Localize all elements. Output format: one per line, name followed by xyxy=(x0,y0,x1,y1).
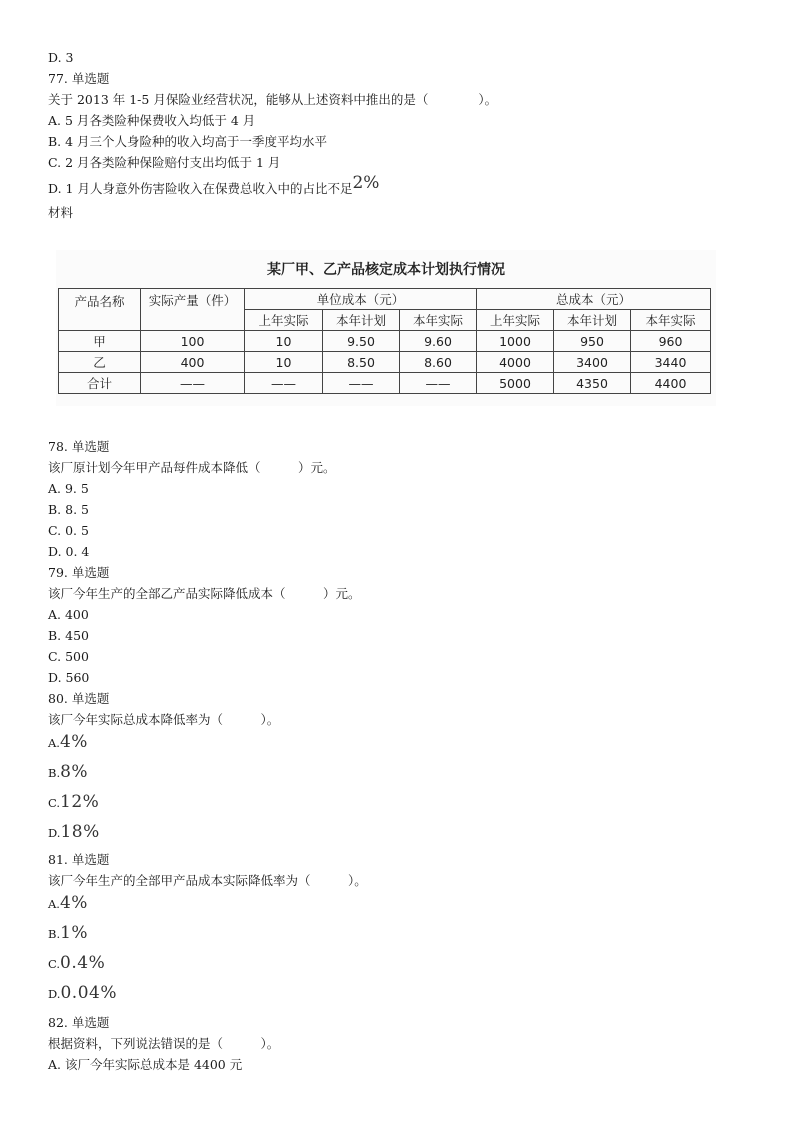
option-label: B. xyxy=(48,766,61,780)
table-cell: 5000 xyxy=(477,373,554,394)
table-cell: 3440 xyxy=(631,352,711,373)
option-value: 4% xyxy=(59,893,88,913)
q79-option-a: A. 400 xyxy=(48,607,89,622)
table-cell: 4000 xyxy=(477,352,554,373)
option-value: 12% xyxy=(60,792,100,812)
q81-option-d xyxy=(48,983,117,1003)
q79-header: 79. 单选题 xyxy=(48,565,110,580)
table-cell: —— xyxy=(141,373,245,394)
header-actual-output: 实际产量（件） xyxy=(141,289,245,331)
q81-header: 81. 单选题 xyxy=(48,852,110,867)
option-value: 18% xyxy=(60,822,100,842)
table-cell: 960 xyxy=(631,331,711,352)
cost-table xyxy=(58,288,711,394)
table-cell: 合计 xyxy=(59,373,141,394)
q77-option-d xyxy=(48,173,380,197)
q77-option-b: B. 4 月三个人身险种的收入均高于一季度平均水平 xyxy=(48,134,328,149)
q77-header: 77. 单选题 xyxy=(48,71,110,86)
table-cell: 乙 xyxy=(59,352,141,373)
subheader-cell: 本年计划 xyxy=(323,310,400,331)
table-cell: —— xyxy=(245,373,323,394)
option-label: B. xyxy=(48,927,61,941)
table-cell: —— xyxy=(323,373,400,394)
q81-option-c xyxy=(48,953,105,973)
q80-option-b xyxy=(48,762,88,782)
subheader-cell: 本年实际 xyxy=(400,310,477,331)
table-cell: 10 xyxy=(245,331,323,352)
subheader-cell: 本年计划 xyxy=(554,310,631,331)
q79-option-c: C. 500 xyxy=(48,649,89,664)
table-cell: 9.60 xyxy=(400,331,477,352)
q77-option-c: C. 2 月各类险种保险赔付支出均低于 1 月 xyxy=(48,155,281,170)
q80-option-d xyxy=(48,822,100,842)
option-value: 4% xyxy=(59,732,88,752)
q79-option-d: D. 560 xyxy=(48,670,90,685)
q80-header: 80. 单选题 xyxy=(48,691,110,706)
table-title: 某厂甲、乙产品核定成本计划执行情况 xyxy=(267,262,505,278)
q78-option-b: B. 8. 5 xyxy=(48,502,89,517)
q77-option-d-text: D. 1 月人身意外伤害险收入在保费总收入中的占比不足 xyxy=(48,181,353,196)
option-value: 0.4% xyxy=(60,953,106,973)
q82-header: 82. 单选题 xyxy=(48,1015,110,1030)
option-label: C. xyxy=(48,957,61,971)
q77-option-a: A. 5 月各类险种保费收入均低于 4 月 xyxy=(48,113,256,128)
table-cell: 9.50 xyxy=(323,331,400,352)
q78-header: 78. 单选题 xyxy=(48,439,110,454)
q78-option-d: D. 0. 4 xyxy=(48,544,90,559)
table-row xyxy=(59,352,711,373)
q81-option-b xyxy=(48,923,88,943)
option-value: 0.04% xyxy=(60,983,117,1003)
material-label: 材料 xyxy=(48,205,74,220)
q82-stem: 根据资料，下列说法错误的是（ ）。 xyxy=(48,1036,280,1051)
table-cell: —— xyxy=(400,373,477,394)
option-label: D. xyxy=(48,826,61,840)
subheader-cell: 上年实际 xyxy=(477,310,554,331)
option-value: 1% xyxy=(60,923,89,943)
q82-option-a: A. 该厂今年实际总成本是 4400 元 xyxy=(48,1057,243,1072)
table-cell: 3400 xyxy=(554,352,631,373)
q77-stem: 关于 2013 年 1-5 月保险业经营状况，能够从上述资料中推出的是（ ）。 xyxy=(48,92,498,107)
q80-stem: 该厂今年实际总成本降低率为（ ）。 xyxy=(48,712,280,727)
table-cell: 950 xyxy=(554,331,631,352)
table-cell: 100 xyxy=(141,331,245,352)
q79-stem: 该厂今年生产的全部乙产品实际降低成本（ ）元。 xyxy=(48,586,361,601)
q78-option-a: A. 9. 5 xyxy=(48,481,89,496)
option-label: A. xyxy=(48,736,60,750)
option-label: A. xyxy=(48,897,60,911)
option-label: D. xyxy=(48,987,61,1001)
table-cell: 1000 xyxy=(477,331,554,352)
subheader-cell: 本年实际 xyxy=(631,310,711,331)
option-label: C. xyxy=(48,796,61,810)
table-cell: 400 xyxy=(141,352,245,373)
table-row xyxy=(59,331,711,352)
header-unit-cost: 单位成本（元） xyxy=(245,289,477,310)
header-total-cost: 总成本（元） xyxy=(477,289,711,310)
table-cell: 4350 xyxy=(554,373,631,394)
q81-option-a xyxy=(48,893,88,913)
q78-stem: 该厂原计划今年甲产品每件成本降低（ ）元。 xyxy=(48,460,336,475)
q77-option-d-math: 2% xyxy=(352,173,380,193)
subheader-cell: 上年实际 xyxy=(245,310,323,331)
table-cell: 8.60 xyxy=(400,352,477,373)
q80-option-a xyxy=(48,732,88,752)
q79-option-b: B. 450 xyxy=(48,628,89,643)
option-value: 8% xyxy=(60,762,89,782)
q80-option-c xyxy=(48,792,99,812)
table-cell: 4400 xyxy=(631,373,711,394)
table-cell: 10 xyxy=(245,352,323,373)
q78-option-c: C. 0. 5 xyxy=(48,523,89,538)
table-row xyxy=(59,373,711,394)
table-cell: 8.50 xyxy=(323,352,400,373)
cost-table-figure xyxy=(56,250,716,406)
q76-option-d: D. 3 xyxy=(48,50,74,65)
q81-stem: 该厂今年生产的全部甲产品成本实际降低率为（ ）。 xyxy=(48,873,367,888)
table-cell: 甲 xyxy=(59,331,141,352)
header-product-name: 产品名称 xyxy=(59,289,141,331)
